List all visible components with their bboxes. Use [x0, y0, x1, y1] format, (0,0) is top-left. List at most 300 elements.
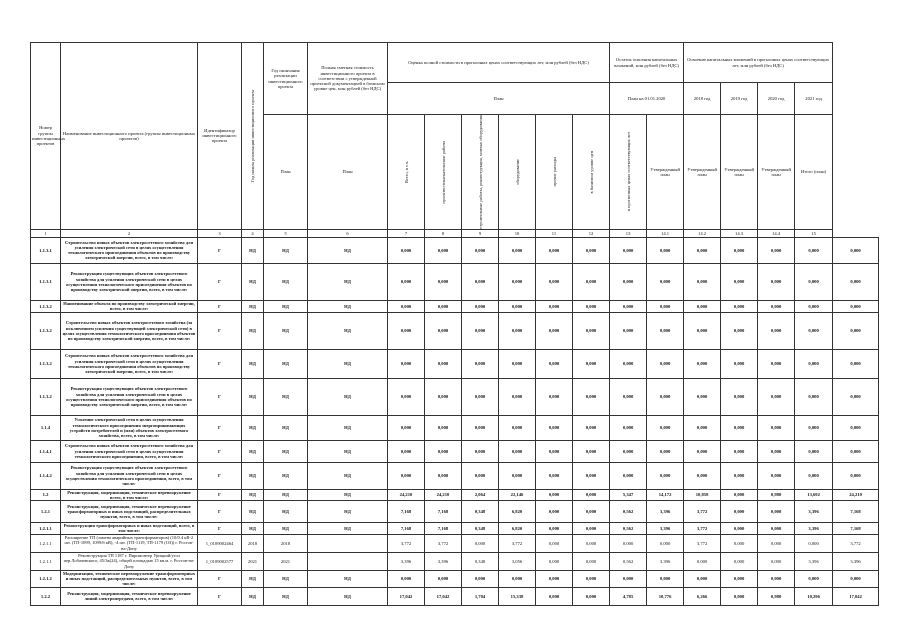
row-value-cell: 3,396 — [647, 552, 684, 570]
row-value-cell: 3,396 — [795, 552, 833, 570]
row-year-end-cell: НД — [264, 378, 308, 415]
row-code-cell: 1.1.3.2 — [31, 312, 61, 349]
row-year-end-cell: НД — [264, 415, 308, 440]
row-value-cell: 24,210 — [425, 489, 462, 500]
row-id-cell: 1_0109002577 — [198, 552, 242, 570]
row-value-cell: 0,000 — [573, 415, 610, 440]
row-value-cell: 0,000 — [573, 552, 610, 570]
row-value-cell: 0,000 — [499, 440, 536, 462]
table-row — [31, 552, 879, 570]
row-value-cell: 0,000 — [536, 501, 573, 523]
row-value-cell: 0,000 — [499, 462, 536, 489]
row-value-cell: 0,000 — [573, 501, 610, 523]
row-value-cell: 0,000 — [388, 440, 425, 462]
row-name-cell: Реконструкция ТП 1187 г. Пиромонтер Урицкий/угол пер.Лобачевского, 45/3к(24), общей площадью 15 кв.м. г. Ростов-на-Дону — [61, 552, 198, 570]
table-row — [31, 312, 879, 349]
header-plan: План — [388, 83, 610, 115]
row-value-cell: 0,000 — [610, 300, 647, 312]
row-value-cell: 0,562 — [610, 523, 647, 534]
row-value-cell: 0,000 — [647, 263, 684, 300]
row-year-start-cell: НД — [242, 349, 264, 378]
table-body — [31, 237, 879, 605]
row-value-cell: 7,168 — [833, 523, 879, 534]
row-value-cell: 0,000 — [536, 534, 573, 552]
row-year-end-cell: НД — [264, 349, 308, 378]
row-year-end-cell: НД — [264, 570, 308, 587]
row-value-cell: 0,000 — [462, 440, 499, 462]
table-row — [31, 534, 879, 552]
row-value-cell: 0,000 — [388, 312, 425, 349]
row-value-cell: 13,692 — [795, 489, 833, 500]
row-year-start-cell: НД — [242, 462, 264, 489]
row-value-cell: 0,000 — [684, 440, 721, 462]
row-id-cell: Г — [198, 349, 242, 378]
row-value-cell: 3,772 — [684, 501, 721, 523]
row-value-cell: 0,000 — [610, 415, 647, 440]
row-value-cell: 3,056 — [499, 552, 536, 570]
row-id-cell: Г — [198, 501, 242, 523]
header-pir: проектно-изыскательские работы — [425, 115, 462, 230]
row-value-cell: 0,000 — [425, 237, 462, 263]
header-year-2021: 2021 год — [795, 83, 833, 115]
row-value-cell: 0,000 — [721, 523, 758, 534]
row-id-cell: Г — [198, 489, 242, 500]
header-project-name: Наименование инвестиционного проекта (группы инвестиционных проектов) — [61, 43, 198, 230]
row-value-cell: 24,210 — [833, 489, 879, 500]
row-value-cell: 0,000 — [462, 534, 499, 552]
row-year-start-cell: НД — [242, 312, 264, 349]
row-value-cell: 0,000 — [758, 462, 795, 489]
row-value-cell: 2,064 — [462, 489, 499, 500]
header-project-id: Идентификатор инвестиционного проекта — [198, 43, 242, 230]
row-value-cell: 0,000 — [795, 263, 833, 300]
table-row — [31, 570, 879, 587]
row-value-cell: 0,000 — [758, 378, 795, 415]
column-number-cell: 4 — [242, 229, 264, 237]
row-year-end-cell: НД — [264, 237, 308, 263]
row-id-cell: Г — [198, 523, 242, 534]
row-value-cell: 0,000 — [833, 349, 879, 378]
row-value-cell: 17,042 — [388, 587, 425, 605]
row-year-end-cell: НД — [264, 300, 308, 312]
report-sheet — [30, 42, 879, 606]
row-value-cell: 3,772 — [388, 534, 425, 552]
row-value-cell: 0,000 — [425, 462, 462, 489]
column-number-cell: 10 — [499, 229, 536, 237]
row-code-cell: 1.1.3.2 — [31, 349, 61, 378]
table-row — [31, 349, 879, 378]
row-year-end-cell: НД — [264, 440, 308, 462]
table-header — [31, 43, 879, 238]
row-name-cell: Реконструкция существующих объектов электросетевого хозяйства для усиления электрической сети в целях осуществления технологического присоединения объектов по производству электрической энергии, всего, в том числе: — [61, 263, 198, 300]
row-value-cell: 0,000 — [758, 237, 795, 263]
row-value-cell: 0,000 — [388, 570, 425, 587]
header-year-end: Год окончания реализации инвестиционного проекта — [264, 43, 308, 115]
row-id-cell: Г — [198, 440, 242, 462]
row-value-cell: 0,000 — [647, 440, 684, 462]
row-value-cell: 0,000 — [758, 523, 795, 534]
row-cost-cell: НД — [308, 501, 388, 523]
table-row — [31, 378, 879, 415]
row-year-start-cell: 2018 — [242, 534, 264, 552]
header-financing: Освоение капитальных вложений в прогнозных ценах соответствующих лет, млн рублей (без НДС) — [684, 43, 833, 83]
row-value-cell: 0,000 — [647, 462, 684, 489]
row-value-cell: 3,396 — [833, 552, 879, 570]
row-name-cell: Реконструкция трансформаторных и иных подстанций, всего, в том числе: — [61, 523, 198, 534]
column-number-cell: 5 — [264, 229, 308, 237]
row-value-cell: 3,396 — [388, 552, 425, 570]
row-value-cell: 0,000 — [758, 300, 795, 312]
header-year-2018: 2018 год — [684, 83, 721, 115]
column-number-cell: 12 — [573, 229, 610, 237]
row-value-cell: 0,348 — [462, 552, 499, 570]
header-plan-year-end: План — [264, 115, 308, 230]
row-value-cell: 17,042 — [425, 587, 462, 605]
row-value-cell: 3,772 — [425, 534, 462, 552]
row-name-cell: Реконструкция, модернизация, техническое перевооружение всего, в том числе: — [61, 489, 198, 500]
row-value-cell: 0,000 — [721, 552, 758, 570]
header-equipment: оборудование — [499, 115, 536, 230]
row-value-cell: 0,000 — [573, 263, 610, 300]
row-name-cell: Наименование объекта по производству электрической энергии, всего, в том числе: — [61, 300, 198, 312]
row-year-end-cell: НД — [264, 587, 308, 605]
row-year-end-cell: НД — [264, 462, 308, 489]
row-value-cell: 0,000 — [833, 570, 879, 587]
column-number-cell: 14.2 — [684, 229, 721, 237]
row-id-cell: Г — [198, 237, 242, 263]
row-value-cell: 0,000 — [684, 462, 721, 489]
row-year-start-cell: НД — [242, 440, 264, 462]
row-value-cell: 0,000 — [573, 300, 610, 312]
row-value-cell: 0,000 — [499, 263, 536, 300]
row-id-cell: 1_0109002464 — [198, 534, 242, 552]
row-value-cell: 0,000 — [721, 263, 758, 300]
row-value-cell: 3,396 — [795, 501, 833, 523]
row-name-cell: Реконструкция, модернизация, техническое перевооружение трансформаторных и иных подстанций, распределительных пунктов, всего, в том числе: — [61, 501, 198, 523]
row-value-cell: 0,000 — [721, 237, 758, 263]
row-cost-cell: НД — [308, 440, 388, 462]
row-value-cell: 0,000 — [610, 378, 647, 415]
row-value-cell: 0,000 — [610, 312, 647, 349]
row-id-cell: Г — [198, 415, 242, 440]
row-cost-cell: НД — [308, 237, 388, 263]
header-approved-2021: Утвержденный план — [758, 115, 795, 230]
header-approved-2020: Утвержденный план — [721, 115, 758, 230]
row-code-cell: 1.1.4.1 — [31, 440, 61, 462]
row-value-cell: 0,000 — [795, 237, 833, 263]
row-name-cell: Расширение ТП (замена аварийных трансформаторов) (10/0.4 кВ-2 шт. (ТП-1099, 1099/6 кВ), -4 шт. (ТП-1119, ТП-1179 (ОЗ)) г. Ростов-на-Дону — [61, 534, 198, 552]
row-value-cell: 0,000 — [536, 462, 573, 489]
row-value-cell: 0,000 — [684, 349, 721, 378]
row-cost-cell: НД — [308, 263, 388, 300]
row-value-cell: 0,000 — [462, 349, 499, 378]
row-value-cell: 0,000 — [425, 300, 462, 312]
row-value-cell: 0,000 — [536, 237, 573, 263]
row-code-cell: 1.1.3.2 — [31, 378, 61, 415]
row-value-cell: 0,000 — [499, 378, 536, 415]
row-value-cell: 0,000 — [758, 263, 795, 300]
row-cost-cell: НД — [308, 587, 388, 605]
row-value-cell: 0,000 — [721, 570, 758, 587]
row-name-cell: Строительство новых объектов электросетевого хозяйства для усиления электрической сети в целях осуществления технологического присоединения, всего, в том числе: — [61, 440, 198, 462]
row-value-cell: 0,000 — [647, 300, 684, 312]
row-code-cell: 1.2.1.2 — [31, 570, 61, 587]
row-value-cell: 0,000 — [499, 349, 536, 378]
row-year-start-cell: НД — [242, 501, 264, 523]
row-value-cell: 0,000 — [795, 570, 833, 587]
header-base-prices: в базисном уровне цен — [573, 115, 610, 230]
row-value-cell: 3,772 — [684, 534, 721, 552]
row-value-cell: 0,348 — [462, 501, 499, 523]
row-code-cell: 1.2.2 — [31, 587, 61, 605]
row-value-cell: 0,000 — [684, 237, 721, 263]
row-year-start-cell: НД — [242, 489, 264, 500]
row-year-start-cell: НД — [242, 300, 264, 312]
header-smr: строительные работы, реконструкция, монтаж оборудования — [462, 115, 499, 230]
row-value-cell: 7,168 — [388, 523, 425, 534]
row-cost-cell: НД — [308, 415, 388, 440]
row-value-cell: 0,000 — [647, 415, 684, 440]
row-value-cell: 0,000 — [758, 552, 795, 570]
header-remaining: Остаток освоения капитальных вложений, млн рублей (без НДС) — [610, 43, 684, 83]
row-value-cell: 0,000 — [536, 300, 573, 312]
column-number-cell: 1 — [31, 229, 61, 237]
row-value-cell: 7,168 — [425, 501, 462, 523]
row-value-cell: 0,000 — [684, 570, 721, 587]
row-value-cell: 0,000 — [536, 489, 573, 500]
row-value-cell: 0,000 — [758, 534, 795, 552]
row-value-cell: 7,168 — [388, 501, 425, 523]
row-value-cell: 22,146 — [499, 489, 536, 500]
table-row — [31, 501, 879, 523]
row-value-cell: 0,000 — [388, 263, 425, 300]
row-name-cell: Модернизация, техническое перевооружение трансформаторных и иных подстанций, распределительных пунктов, всего, в том числе: — [61, 570, 198, 587]
header-full-cost: Оценка полной стоимости в прогнозных ценах соответствующих лет, млн рублей (без НДС) — [388, 43, 610, 83]
row-value-cell: 0,000 — [610, 462, 647, 489]
row-value-cell: 0,000 — [499, 415, 536, 440]
row-code-cell: 1.2 — [31, 489, 61, 500]
row-value-cell: 0,000 — [647, 570, 684, 587]
header-year-2019: 2019 год — [721, 83, 758, 115]
header-approved-2019: Утвержденный план — [684, 115, 721, 230]
row-value-cell: 0,000 — [684, 378, 721, 415]
row-value-cell: 0,000 — [833, 312, 879, 349]
row-value-cell: 0,980 — [758, 489, 795, 500]
row-value-cell: 0,000 — [573, 378, 610, 415]
row-year-start-cell: НД — [242, 570, 264, 587]
column-number-cell: 2 — [61, 229, 198, 237]
row-value-cell: 0,000 — [795, 415, 833, 440]
row-value-cell: 0,000 — [573, 534, 610, 552]
header-forecast-prices: в прогнозных ценах соответствующих лет — [610, 115, 647, 230]
row-value-cell: 15,338 — [499, 587, 536, 605]
row-value-cell: 0,000 — [425, 312, 462, 349]
row-value-cell: 3,772 — [833, 534, 879, 552]
row-value-cell: 0,562 — [610, 552, 647, 570]
row-value-cell: 0,000 — [388, 300, 425, 312]
row-cost-cell: НД — [308, 489, 388, 500]
row-year-end-cell: 2018 — [264, 534, 308, 552]
row-value-cell: 0,000 — [536, 523, 573, 534]
row-year-end-cell: НД — [264, 263, 308, 300]
row-value-cell: 7,168 — [425, 523, 462, 534]
row-value-cell: 10,858 — [684, 489, 721, 500]
row-name-cell: Реконструкция существующих объектов электросетевого хозяйства для усиления электрической сети в целях осуществления технологического присоединения объектов по производству электрической энергии, всего, в том числе: — [61, 378, 198, 415]
row-value-cell: 0,000 — [610, 440, 647, 462]
header-year-start: Год начала реализации инвестиционного проекта — [242, 43, 264, 230]
row-value-cell: 0,000 — [647, 378, 684, 415]
row-value-cell: 0,000 — [758, 349, 795, 378]
header-estimated-cost: Полная сметная стоимость инвестиционного проекта в соответствии с утвержденной проектной документацией в базисном уровне цен, млн рублей (без НДС) — [308, 43, 388, 115]
row-id-cell: Г — [198, 378, 242, 415]
row-year-end-cell: НД — [264, 489, 308, 500]
row-value-cell: 0,000 — [462, 300, 499, 312]
row-value-cell: 0,000 — [425, 378, 462, 415]
row-value-cell: 0,000 — [684, 415, 721, 440]
table-row — [31, 237, 879, 263]
row-value-cell: 0,000 — [573, 523, 610, 534]
row-value-cell: 0,000 — [721, 415, 758, 440]
column-number-cell: 14.3 — [721, 229, 758, 237]
row-year-start-cell: НД — [242, 378, 264, 415]
row-value-cell: 0,000 — [647, 312, 684, 349]
row-value-cell: 0,000 — [610, 570, 647, 587]
header-group-number: Номер группы инвестиционных проектов — [31, 43, 61, 230]
row-value-cell: 0,000 — [499, 312, 536, 349]
row-code-cell: 1.2.1.1 — [31, 534, 61, 552]
row-value-cell: 0,000 — [536, 263, 573, 300]
row-value-cell: 0,000 — [462, 263, 499, 300]
column-number-cell: 14.4 — [758, 229, 795, 237]
row-name-cell: Строительство новых объектов электросетевого хозяйства для усиления электрической сети в целях осуществления технологического присоединения объектов по производству электрической энергии, всего, в том числе: — [61, 237, 198, 263]
row-cost-cell: НД — [308, 349, 388, 378]
table-row — [31, 587, 879, 605]
row-value-cell: 0,000 — [758, 312, 795, 349]
row-value-cell: 3,396 — [795, 523, 833, 534]
row-year-end-cell: НД — [264, 501, 308, 523]
row-value-cell: 0,000 — [462, 415, 499, 440]
row-value-cell: 0,000 — [758, 415, 795, 440]
row-value-cell: 0,000 — [833, 378, 879, 415]
row-value-cell: 0,000 — [721, 462, 758, 489]
row-value-cell: 0,000 — [833, 237, 879, 263]
row-code-cell: 1.1.4 — [31, 415, 61, 440]
row-value-cell: 0,000 — [499, 570, 536, 587]
row-cost-cell: НД — [308, 300, 388, 312]
row-name-cell: Реконструкция, модернизация, техническое перевооружение линий электропередачи, всего, в том числе: — [61, 587, 198, 605]
row-id-cell: Г — [198, 312, 242, 349]
row-value-cell: 0,000 — [536, 552, 573, 570]
row-value-cell: 0,000 — [388, 349, 425, 378]
column-number-cell: 3 — [198, 229, 242, 237]
row-value-cell: 0,000 — [721, 312, 758, 349]
header-year-2020: 2020 год — [758, 83, 795, 115]
table-row — [31, 263, 879, 300]
column-number-cell: 15 — [795, 229, 833, 237]
row-cost-cell: НД — [308, 312, 388, 349]
row-year-end-cell: НД — [264, 312, 308, 349]
row-value-cell: 0,000 — [425, 415, 462, 440]
row-value-cell: 0,000 — [833, 415, 879, 440]
row-value-cell: 0,000 — [721, 300, 758, 312]
row-value-cell: 4,785 — [610, 587, 647, 605]
row-value-cell: 0,000 — [388, 237, 425, 263]
row-id-cell: Г — [198, 570, 242, 587]
row-value-cell: 0,000 — [684, 263, 721, 300]
row-name-cell: Строительство новых объектов электросетевого хозяйства (за исключением усиления существующей электрической сети) в целях осуществления технологического присоединения объектов по производству электрической энергии, всего, в том числе: — [61, 312, 198, 349]
row-year-start-cell: НД — [242, 263, 264, 300]
row-year-end-cell: НД — [264, 523, 308, 534]
row-value-cell: 0,000 — [536, 378, 573, 415]
row-value-cell: 0,000 — [425, 440, 462, 462]
row-value-cell: 0,000 — [833, 263, 879, 300]
row-value-cell: 0,000 — [758, 501, 795, 523]
row-value-cell: 24,210 — [388, 489, 425, 500]
row-value-cell: 0,000 — [536, 587, 573, 605]
row-year-start-cell: НД — [242, 237, 264, 263]
row-value-cell: 0,000 — [721, 440, 758, 462]
row-value-cell: 0,000 — [462, 570, 499, 587]
row-name-cell: Строительство новых объектов электросетевого хозяйства для усиления электрической сети в целях осуществления технологического присоединения объектов по производству электрической энергии, всего, в том числе: — [61, 349, 198, 378]
row-year-start-cell: НД — [242, 587, 264, 605]
row-value-cell: 6,820 — [499, 523, 536, 534]
row-value-cell: 10,296 — [795, 587, 833, 605]
row-value-cell: 0,000 — [795, 349, 833, 378]
column-number-cell: 14.1 — [647, 229, 684, 237]
header-other: прочие расходы — [536, 115, 573, 230]
row-value-cell: 0,000 — [833, 462, 879, 489]
row-value-cell: 3,772 — [684, 523, 721, 534]
row-value-cell: 0,000 — [573, 587, 610, 605]
row-code-cell: 1.2.1.1 — [31, 552, 61, 570]
row-value-cell: 0,000 — [795, 312, 833, 349]
row-value-cell: 6,266 — [684, 587, 721, 605]
row-value-cell: 0,000 — [610, 534, 647, 552]
row-year-start-cell: 2021 — [242, 552, 264, 570]
row-id-cell: Г — [198, 263, 242, 300]
row-value-cell: 0,000 — [425, 570, 462, 587]
table-row — [31, 523, 879, 534]
row-code-cell: 1.2.1 — [31, 501, 61, 523]
row-value-cell: 0,000 — [833, 440, 879, 462]
row-value-cell: 3,396 — [647, 501, 684, 523]
header-plan-on-date: План на 01.01.2020 — [610, 83, 684, 115]
column-number-cell: 13 — [610, 229, 647, 237]
row-value-cell: 0,000 — [758, 440, 795, 462]
row-id-cell: Г — [198, 300, 242, 312]
row-value-cell: 0,000 — [833, 300, 879, 312]
row-value-cell: 3,772 — [499, 534, 536, 552]
row-value-cell: 0,000 — [573, 312, 610, 349]
row-code-cell: 1.2.1.1 — [31, 523, 61, 534]
row-value-cell: 0,980 — [758, 587, 795, 605]
row-value-cell: 0,000 — [573, 462, 610, 489]
investment-program-table — [30, 42, 879, 606]
row-code-cell: 1.1.4.2 — [31, 462, 61, 489]
row-value-cell: 0,000 — [684, 300, 721, 312]
row-cost-cell: НД — [308, 570, 388, 587]
row-code-cell: 1.1.3.2 — [31, 300, 61, 312]
row-value-cell: 0,000 — [573, 489, 610, 500]
row-code-cell: 1.1.3.1 — [31, 263, 61, 300]
column-number-cell: 9 — [462, 229, 499, 237]
row-value-cell: 10,776 — [647, 587, 684, 605]
row-cost-cell — [308, 534, 388, 552]
row-value-cell: 0,000 — [721, 501, 758, 523]
row-value-cell: 0,000 — [610, 349, 647, 378]
row-value-cell: 0,000 — [388, 462, 425, 489]
row-value-cell: 0,000 — [462, 378, 499, 415]
